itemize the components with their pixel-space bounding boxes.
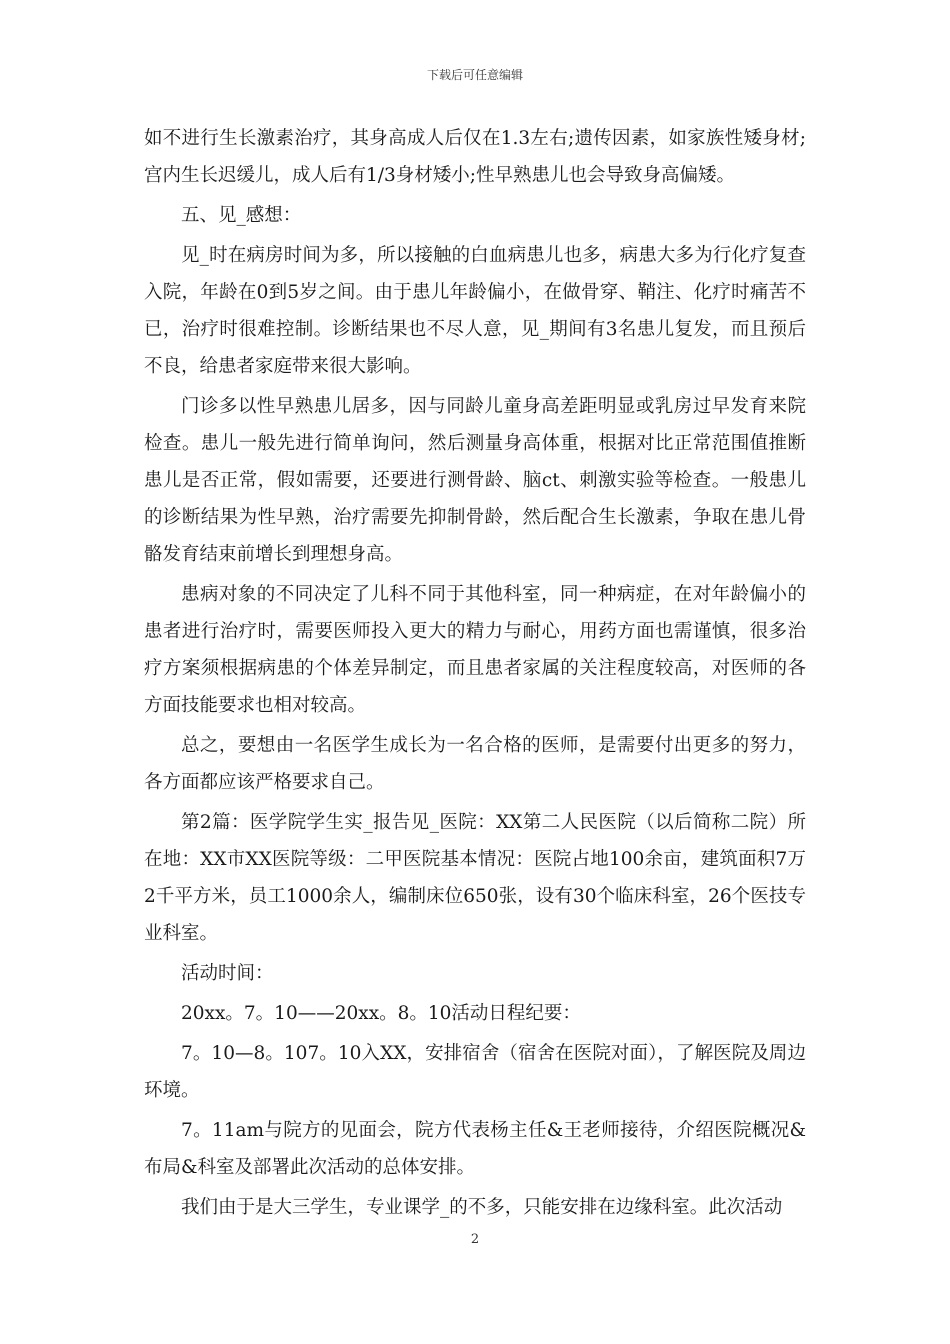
paragraph-activity-dates: 20xx。7。10——20xx。8。10活动日程纪要：: [181, 1003, 581, 1024]
paragraph-schedule-item: 7。11am与院方的见面会，院方代表杨主任&王老师接待，介绍医院概况&布局&科室及部署此次活动的总体安排。: [144, 1120, 806, 1178]
document-body: [144, 120, 806, 1229]
paragraph-schedule-item: 7。10—8。107。10入XX，安排宿舍（宿舍在医院对面），了解医院及周边环境。: [144, 1043, 806, 1101]
paragraph-article-2-intro: 第2篇：医学院学生实_报告见_医院：XX第二人民医院（以后简称二院）所在地：XX市XX医院等级：二甲医院基本情况：医院占地100余亩，建筑面积7万2千平方米，员工1000余人，编制床位650张，设有30个临床科室，26个医技专业科室。: [144, 812, 806, 944]
section-heading-reflections: 五、见_感想：: [181, 205, 302, 226]
paragraph-continuation: 如不进行生长激素治疗，其身高成人后仅在1.3左右;遗传因素，如家族性矮身材;宫内生长迟缓儿，成人后有1/3身材矮小;性早熟患儿也会导致身高偏矮。: [144, 128, 806, 186]
paragraph: 门诊多以性早熟患儿居多，因与同龄儿童身高差距明显或乳房过早发育来院检查。患儿一般先进行简单询问，然后测量身高体重，根据对比正常范围值推断患儿是否正常，假如需要，还要进行测骨龄、脑ct、刺激实验等检查。一般患儿的诊断结果为性早熟，治疗需要先抑制骨龄，然后配合生长激素，争取在患儿骨骼发育结束前增长到理想身高。: [144, 396, 806, 565]
paragraph: 总之，要想由一名医学生成长为一名合格的医师，是需要付出更多的努力，各方面都应该严格要求自己。: [144, 735, 806, 793]
paragraph: 见_时在病房时间为多，所以接触的白血病患儿也多，病患大多为行化疗复查入院，年龄在0到5岁之间。由于患儿年龄偏小，在做骨穿、鞘注、化疗时痛苦不已，治疗时很难控制。诊断结果也不尽人意，见_期间有3名患儿复发，而且预后不良，给患者家庭带来很大影响。: [144, 245, 806, 377]
paragraph-activity-time-label: 活动时间：: [181, 963, 274, 984]
paragraph: 患病对象的不同决定了儿科不同于其他科室，同一种病症，在对年龄偏小的患者进行治疗时，需要医师投入更大的精力与耐心，用药方面也需谨慎，很多治疗方案须根据病患的个体差异制定，而且患者家属的关注程度较高，对医师的各方面技能要求也相对较高。: [144, 584, 806, 716]
page-header: 下载后可任意编辑: [426, 68, 523, 82]
page-number: 2: [470, 1232, 480, 1247]
paragraph: 我们由于是大三学生，专业课学_的不多，只能安排在边缘科室。此次活动: [181, 1197, 783, 1218]
